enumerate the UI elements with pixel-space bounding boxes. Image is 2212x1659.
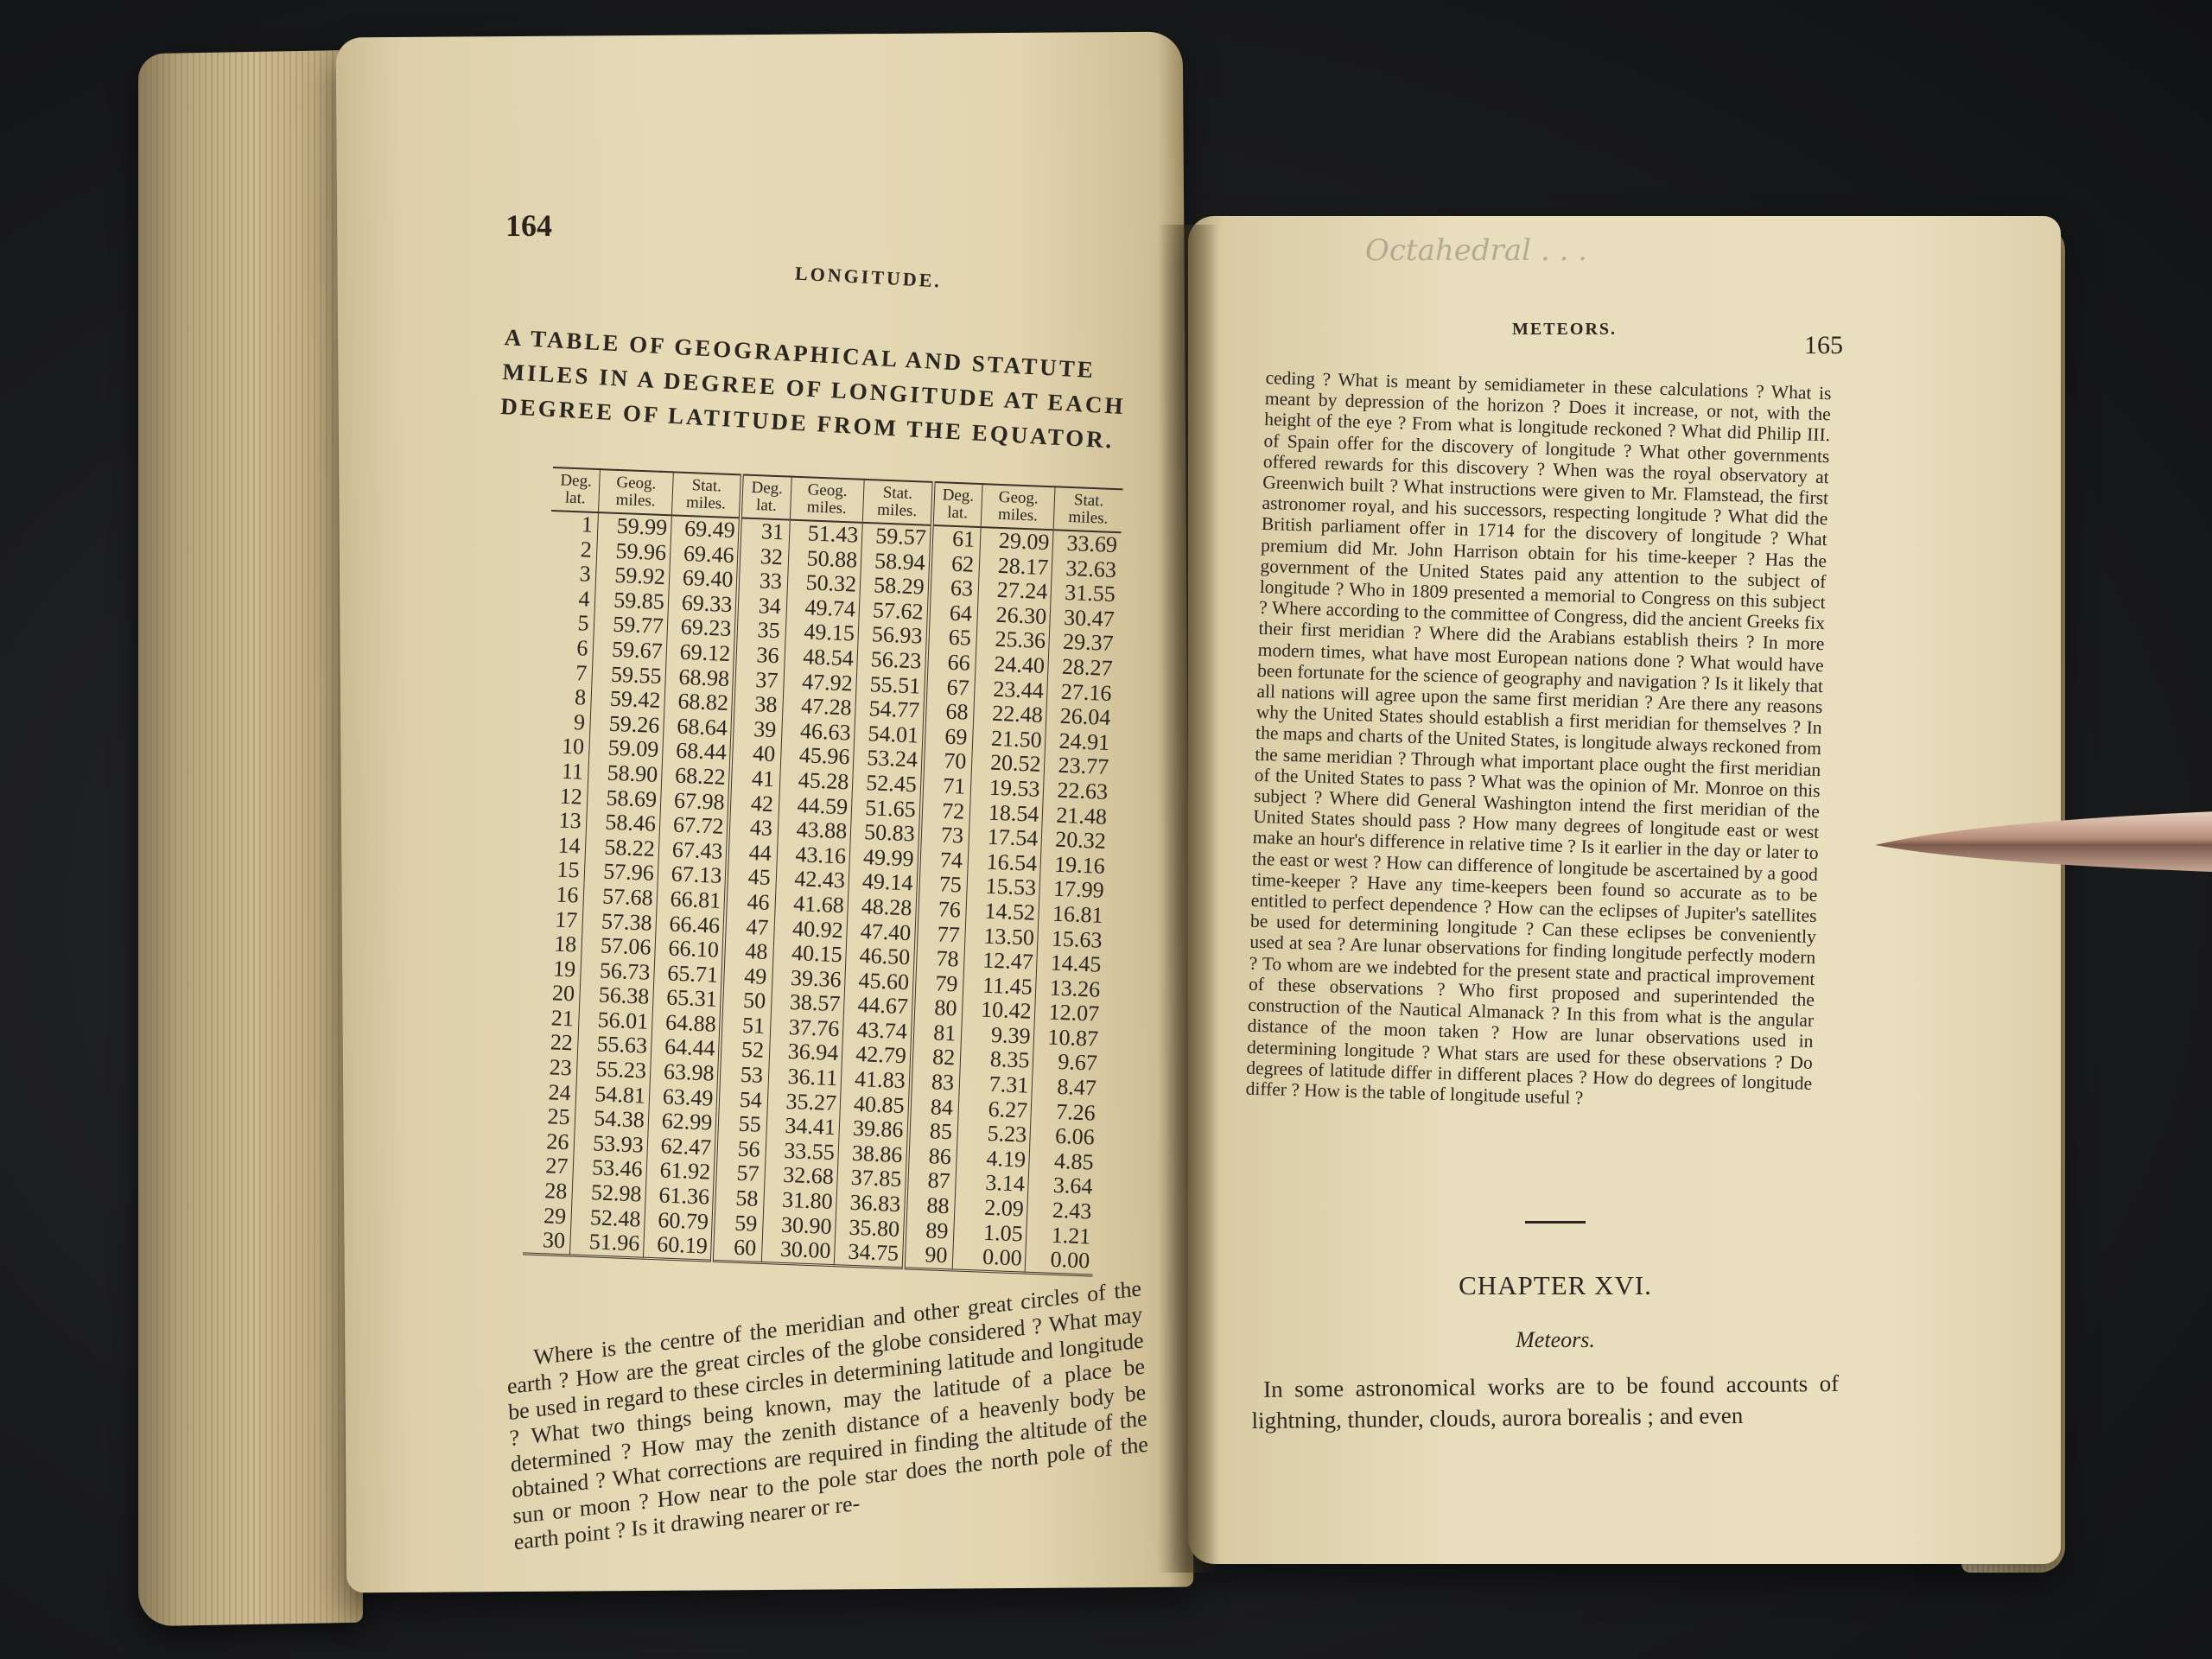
table-cell: 42.43 bbox=[776, 867, 849, 894]
table-cell: 16 bbox=[536, 882, 584, 909]
table-cell: 86 bbox=[907, 1143, 957, 1170]
table-cell: 13 bbox=[539, 808, 588, 835]
table-cell: 69.46 bbox=[670, 541, 740, 569]
table-cell: 4.19 bbox=[957, 1145, 1030, 1173]
table-cell: 5.23 bbox=[957, 1121, 1031, 1148]
table-cell: 34.41 bbox=[766, 1113, 840, 1141]
table-cell: 72 bbox=[920, 798, 970, 824]
table-cell: 27.16 bbox=[1060, 678, 1112, 706]
table-cell: 58.90 bbox=[588, 760, 662, 788]
table-cell: 82 bbox=[911, 1045, 961, 1071]
table-cell: 28.17 bbox=[979, 553, 1052, 581]
right-page-number: 165 bbox=[1804, 331, 1843, 359]
table-cell: 54.77 bbox=[855, 696, 925, 724]
table-cell: 29.37 bbox=[1062, 629, 1115, 657]
table-cell: 57 bbox=[715, 1160, 766, 1187]
table-cell: 61 bbox=[931, 525, 981, 553]
table-cell: 30.90 bbox=[762, 1212, 836, 1240]
table-cell: 8.47 bbox=[1056, 1073, 1097, 1101]
table-cell: 37.76 bbox=[770, 1014, 843, 1042]
table-cell: 62 bbox=[930, 550, 980, 577]
table-cell: 48.54 bbox=[784, 644, 857, 671]
table-cell: 6 bbox=[545, 635, 594, 662]
left-page-number: 164 bbox=[505, 208, 552, 243]
table-cell: 4.85 bbox=[1053, 1147, 1095, 1175]
table-cell: 19.53 bbox=[970, 775, 1044, 803]
table-cell: 1.21 bbox=[1051, 1222, 1091, 1249]
table-cell: 62.99 bbox=[648, 1109, 718, 1136]
table-cell: 71 bbox=[921, 773, 971, 800]
table-cell: 43 bbox=[728, 815, 779, 842]
table-cell: 49.15 bbox=[785, 620, 859, 647]
table-cell: 53.24 bbox=[853, 746, 923, 773]
table-cell: 55.51 bbox=[856, 671, 926, 699]
table-cell: 35 bbox=[736, 618, 786, 645]
table-cell: 74 bbox=[918, 847, 969, 874]
table-cell: 20.52 bbox=[971, 750, 1045, 778]
table-cell: 29 bbox=[524, 1203, 572, 1230]
right-running-head: METEORS. bbox=[1512, 320, 1618, 339]
table-cell: 10.87 bbox=[1047, 1024, 1099, 1052]
table-cell: 73 bbox=[919, 823, 969, 849]
table-cell: 15 bbox=[537, 857, 586, 884]
table-cell: 68.64 bbox=[663, 714, 733, 741]
table-cell: 66.46 bbox=[655, 911, 725, 938]
table-cell: 33.69 bbox=[1065, 530, 1118, 558]
table-cell: 28 bbox=[524, 1178, 573, 1205]
table-cell: 58.29 bbox=[860, 573, 930, 601]
table-cell: 17.54 bbox=[969, 824, 1042, 852]
table-cell: 32 bbox=[739, 543, 789, 570]
table-cell: 1 bbox=[550, 511, 599, 538]
table-cell: 22 bbox=[531, 1030, 579, 1057]
table-cell: 2 bbox=[550, 537, 598, 563]
table-cell: 50.83 bbox=[850, 820, 920, 848]
right-page-questions: ceding ? What is meant by semidiameter in these calculations ? What is meant by depression of the horizon ? Does it increase, or not, with the height of the eye ? From what is longitude reckoned ? What did Philip III. of Spain offer for the discovery of longitude ? What other governments offered rewards for this discovery ? When was the royal observatory at Greenwich built ? What instructions were given to Mr. Flamstead, the first astronomer royal, and his successors, respecting longitude ? What did the British parliament offer in 1714 for the discovery of longitude ? What premium did Mr. John Harrison obtain for his time-keeper ? Has the government of the United States paid any attention to the subject of longitude ? Who in 1809 presented a memorial to Congress on this subject ? Where according to the committee of Congress, did the ancient Greeks fix their first meridian ? Where did the Arabians establish theirs ? In more modern times, what have most European nations done ? What would have been fortunate for the science of geography and navigation ? Is it likely that all nations will agree upon the same first meridian ? Are there any reasons why the United States should establish a first meridian for themselves ? In the maps and charts of the United States, is longitude always reckoned from the same meridian ? Through what important place ought the first meridian of the United States to pass ? What was the opinion of Mr. Monroe on this subject ? Where did General Washington intend the first meridian of the United States should pass ? How many degrees of longitude east or west make an hour's difference in relative time ? Is it earlier in the day or later to the east or west ? How can difference of longitude be ascertained by a good time-keeper ? Have any time-keepers been found so accurate as to be entitled to perfect dependence ? How can the eclipses of Jupiter's satellites be used for determining longitude ? Can these eclipses be conveniently used at sea ? Are lunar observations for finding longitude perfectly modern ? To whom are we indebted for the present state and practical improvement of these observations ? Who first proposed and superintended the construction of the Nautical Almanack ? In this from what is the angular distance of the moon taken ? How are lunar observations used in determining longitude ? What stars are used for these observations ? Do degrees of latitude differ in different places ? How do degrees of longitude differ ? How is the table of longitude useful ? bbox=[1245, 367, 1832, 1109]
table-cell: 20.32 bbox=[1054, 826, 1107, 854]
table-cell: 22.48 bbox=[973, 701, 1046, 728]
table-cell: 33.55 bbox=[766, 1138, 839, 1166]
table-cell: 59.55 bbox=[592, 662, 665, 690]
table-cell: 35.27 bbox=[767, 1089, 841, 1116]
table-cell: 50.32 bbox=[787, 570, 861, 598]
table-cell: 1.05 bbox=[953, 1219, 1027, 1247]
table-cell: 63.49 bbox=[649, 1084, 719, 1111]
table-cell: 56.73 bbox=[581, 957, 654, 985]
page-pointer bbox=[1875, 804, 2212, 881]
table-cell: 47.92 bbox=[783, 669, 856, 696]
table-cell: 33 bbox=[738, 569, 788, 595]
table-cell: 3.14 bbox=[956, 1170, 1029, 1198]
table-cell: 21.50 bbox=[972, 726, 1046, 753]
table-cell: 67 bbox=[925, 674, 976, 701]
table-cell: 0.00 bbox=[952, 1244, 1026, 1273]
table-cell: 12.47 bbox=[963, 948, 1037, 976]
page-edges-left bbox=[138, 50, 363, 1627]
table-cell: 19 bbox=[533, 956, 582, 982]
left-running-head: LONGITUDE. bbox=[794, 262, 943, 292]
table-cell: 57.68 bbox=[583, 884, 657, 912]
table-cell: 14.52 bbox=[966, 899, 1039, 926]
table-cell: 45 bbox=[727, 864, 777, 891]
table-cell: 41.83 bbox=[841, 1066, 911, 1094]
table-cell: 68 bbox=[925, 699, 975, 726]
table-cell: 27 bbox=[525, 1154, 574, 1180]
table-cell: 3 bbox=[549, 561, 597, 588]
table-cell: 22.63 bbox=[1057, 777, 1109, 804]
table-cell: 24.91 bbox=[1058, 728, 1110, 755]
table-cell: 20 bbox=[532, 981, 581, 1007]
table-cell: 30 bbox=[523, 1228, 571, 1255]
table-cell: 42.79 bbox=[842, 1042, 912, 1070]
table-cell: 79 bbox=[913, 970, 963, 997]
table-cell: 58.69 bbox=[588, 785, 661, 812]
table-cell: 49.14 bbox=[849, 869, 918, 897]
table-cell: 45.96 bbox=[780, 743, 854, 771]
table-cell: 90 bbox=[903, 1242, 953, 1269]
table-cell: 23.44 bbox=[975, 676, 1048, 703]
table-cell: 21 bbox=[531, 1005, 580, 1032]
table-cell: 56 bbox=[716, 1136, 766, 1163]
table-cell: 26.30 bbox=[977, 602, 1051, 630]
table-cell: 46.63 bbox=[781, 718, 855, 746]
table-cell: 66 bbox=[926, 650, 976, 677]
table-cell: 51.96 bbox=[570, 1230, 644, 1258]
table-cell: 59.92 bbox=[596, 563, 670, 590]
table-cell: 61.92 bbox=[646, 1158, 716, 1185]
table-cell: 15.63 bbox=[1051, 925, 1103, 953]
table-cell: 16.54 bbox=[968, 849, 1041, 877]
table-cell: 56.23 bbox=[857, 647, 927, 675]
book-gutter bbox=[1158, 225, 1218, 1573]
table-header-cell: Geog. miles. bbox=[981, 484, 1055, 530]
table-cell: 59.26 bbox=[590, 711, 664, 739]
table-cell: 67.43 bbox=[658, 837, 728, 865]
table-cell: 63.98 bbox=[650, 1059, 720, 1087]
table-cell: 25 bbox=[528, 1104, 576, 1131]
table-heading: A TABLE OF GEOGRAPHICAL AND STATUTE MILES IN A DEGREE OF LONGITUDE AT EACH DEGREE OF LATITUDE FROM THE EQUATOR. bbox=[499, 323, 1127, 454]
table-cell: 16.81 bbox=[1052, 900, 1104, 928]
table-cell: 58 bbox=[714, 1185, 764, 1212]
table-cell: 39.36 bbox=[772, 965, 845, 993]
table-cell: 52 bbox=[720, 1037, 770, 1064]
table-cell: 31 bbox=[740, 518, 790, 545]
table-header-cell: Geog. miles. bbox=[599, 469, 673, 515]
table-cell: 67.98 bbox=[660, 788, 730, 816]
table-cell: 36.83 bbox=[836, 1190, 906, 1217]
table-cell: 59.57 bbox=[861, 523, 931, 551]
table-cell: 59.09 bbox=[589, 735, 663, 763]
table-cell: 59.96 bbox=[597, 538, 671, 566]
table-cell: 56.93 bbox=[858, 622, 928, 650]
table-cell: 31.55 bbox=[1064, 580, 1116, 607]
table-cell: 57.96 bbox=[584, 859, 658, 887]
table-cell: 47 bbox=[725, 914, 775, 941]
table-cell: 37 bbox=[734, 667, 784, 694]
table-cell: 40 bbox=[731, 741, 781, 768]
table-cell: 69.12 bbox=[666, 639, 736, 667]
table-cell: 36 bbox=[735, 642, 785, 669]
table-cell: 66.10 bbox=[654, 936, 724, 963]
table-cell: 60.79 bbox=[644, 1207, 714, 1235]
table-cell: 46 bbox=[726, 889, 776, 916]
table-cell: 36.11 bbox=[768, 1064, 842, 1091]
chapter-body-text: In some astronomical works are to be found accounts of lightning, thunder, clouds, aurora borealis ; and even bbox=[1251, 1370, 1840, 1433]
table-cell: 69.23 bbox=[667, 615, 737, 643]
table-cell: 44.59 bbox=[779, 792, 852, 820]
table-cell: 59.85 bbox=[595, 588, 669, 615]
table-cell: 58.22 bbox=[586, 835, 659, 862]
table-cell: 25.36 bbox=[976, 626, 1050, 654]
table-cell: 49 bbox=[722, 963, 772, 990]
table-cell: 11 bbox=[541, 759, 589, 785]
table-cell: 28.27 bbox=[1061, 653, 1114, 681]
table-cell: 39 bbox=[732, 716, 782, 743]
table-cell: 52.98 bbox=[572, 1180, 645, 1208]
table-cell: 38 bbox=[733, 691, 783, 718]
table-cell: 65 bbox=[927, 625, 977, 652]
table-cell: 67.13 bbox=[658, 861, 728, 889]
table-cell: 26.04 bbox=[1059, 702, 1111, 731]
table-cell: 60 bbox=[712, 1235, 762, 1262]
table-cell: 83 bbox=[910, 1069, 960, 1096]
table-cell: 58.94 bbox=[861, 548, 931, 575]
table-header-cell: Deg. lat. bbox=[551, 467, 601, 512]
table-body bbox=[523, 511, 1122, 1275]
table-cell: 35.80 bbox=[835, 1215, 905, 1243]
longitude-table bbox=[523, 467, 1123, 1276]
table-cell: 27.24 bbox=[978, 577, 1052, 605]
table-cell: 32.63 bbox=[1065, 555, 1117, 582]
table-cell: 57.06 bbox=[582, 933, 655, 961]
table-cell: 50 bbox=[721, 988, 772, 1014]
table-cell: 26 bbox=[526, 1128, 575, 1155]
table-cell: 34 bbox=[737, 593, 787, 620]
table-cell: 13.50 bbox=[965, 923, 1039, 950]
table-cell: 80 bbox=[912, 995, 963, 1022]
table-cell: 62.47 bbox=[647, 1134, 717, 1161]
table-cell: 78 bbox=[915, 946, 965, 973]
table-cell: 56.01 bbox=[579, 1007, 652, 1035]
table-cell: 12 bbox=[540, 783, 588, 810]
table-cell: 38.57 bbox=[771, 989, 844, 1017]
table-cell: 64.44 bbox=[651, 1034, 721, 1062]
table-header-cell: Deg. lat. bbox=[741, 474, 791, 519]
table-cell: 48 bbox=[723, 938, 773, 965]
table-cell: 69.40 bbox=[669, 565, 739, 593]
table-cell: 21.48 bbox=[1055, 802, 1108, 830]
table-header-cell: Geog. miles. bbox=[790, 477, 864, 523]
table-cell: 59.67 bbox=[593, 637, 666, 664]
table-cell: 32.68 bbox=[764, 1162, 837, 1190]
table-cell: 87 bbox=[906, 1168, 957, 1195]
table-cell: 59.77 bbox=[594, 612, 667, 639]
table-cell: 81 bbox=[912, 1020, 962, 1046]
table-cell: 70 bbox=[922, 748, 972, 775]
table-cell: 64 bbox=[928, 601, 978, 627]
table-cell: 55.63 bbox=[578, 1032, 652, 1059]
table-cell: 15.53 bbox=[967, 874, 1040, 901]
table-cell: 41.68 bbox=[775, 891, 849, 918]
left-page-questions: Where is the centre of the meridian and other great circles of the earth ? How are the great circles of the globe considered ? What may be used in regard to these circles in determining latitude and longitude ? What two things being known, may the latitude of a place be determined ? How may the zenith distance of a heavenly body be obtained ? What corrections are required in finding the altitude of the sun or moon ? How near to the pole star does the north pole of the earth point ? Is it drawing nearer or re- bbox=[506, 1275, 1149, 1555]
table-cell: 65.71 bbox=[653, 961, 723, 988]
table-cell: 88 bbox=[906, 1192, 956, 1219]
chapter-subtitle: Meteors. bbox=[1516, 1327, 1595, 1352]
table-cell: 64.88 bbox=[652, 1010, 721, 1038]
table-cell: 69.33 bbox=[668, 590, 738, 618]
table-cell: 17.99 bbox=[1052, 875, 1105, 904]
table-cell: 23.77 bbox=[1058, 753, 1109, 780]
table-cell: 68.82 bbox=[664, 689, 734, 716]
table-header-cell: Stat. miles. bbox=[1054, 486, 1123, 532]
table-cell: 14 bbox=[538, 832, 587, 859]
pencil-annotation: Octahedral . . . bbox=[1365, 233, 1587, 268]
table-cell: 52.48 bbox=[571, 1205, 645, 1232]
table-cell: 36.94 bbox=[769, 1039, 842, 1067]
table-cell: 51 bbox=[721, 1013, 771, 1039]
table-cell: 40.15 bbox=[772, 940, 846, 968]
table-cell: 2.43 bbox=[1052, 1197, 1092, 1224]
table-cell: 24 bbox=[529, 1079, 577, 1106]
table-header-cell: Stat. miles. bbox=[862, 480, 933, 525]
table-cell: 7 bbox=[544, 659, 593, 686]
table-cell: 7.31 bbox=[959, 1071, 1033, 1099]
section-rule bbox=[1525, 1221, 1586, 1224]
table-cell: 43.16 bbox=[777, 842, 850, 869]
table-cell: 30.47 bbox=[1063, 604, 1116, 632]
table-cell: 68.98 bbox=[664, 664, 734, 692]
table-cell: 45.60 bbox=[844, 968, 914, 995]
table-cell: 51.43 bbox=[789, 520, 862, 549]
table-cell: 4 bbox=[548, 586, 596, 613]
table-cell: 2.09 bbox=[955, 1195, 1028, 1223]
table-cell: 3.64 bbox=[1052, 1173, 1094, 1200]
table-cell: 66.81 bbox=[657, 887, 727, 914]
chapter-title: CHAPTER XVI. bbox=[1459, 1270, 1652, 1300]
table-cell: 54.38 bbox=[575, 1106, 648, 1134]
table-cell: 54 bbox=[718, 1087, 768, 1114]
table-cell: 54.81 bbox=[576, 1081, 650, 1109]
table-cell: 44.67 bbox=[843, 993, 913, 1020]
table-cell: 37.85 bbox=[837, 1166, 907, 1193]
table-cell: 57.38 bbox=[582, 908, 656, 936]
table-cell: 52.45 bbox=[852, 771, 922, 798]
table-cell: 38.86 bbox=[838, 1141, 908, 1168]
table-cell: 9 bbox=[543, 709, 591, 736]
table-cell: 53 bbox=[719, 1062, 769, 1089]
table-cell: 13.26 bbox=[1049, 975, 1101, 1002]
table-cell: 59.99 bbox=[598, 512, 671, 541]
table-cell: 24.40 bbox=[976, 652, 1049, 679]
table-cell: 65.31 bbox=[652, 985, 722, 1013]
table-cell: 58.46 bbox=[587, 810, 660, 837]
table-cell: 29.09 bbox=[980, 527, 1053, 556]
table-cell: 6.06 bbox=[1054, 1123, 1096, 1150]
table-cell: 8 bbox=[543, 684, 592, 711]
table-cell: 68.44 bbox=[662, 738, 732, 766]
table-cell: 18.54 bbox=[969, 799, 1043, 827]
table-cell: 59.42 bbox=[591, 686, 664, 714]
table-cell: 31.80 bbox=[763, 1187, 836, 1215]
table-cell: 53.46 bbox=[573, 1155, 646, 1183]
table-cell: 47.28 bbox=[782, 694, 855, 721]
table-cell: 84 bbox=[909, 1094, 959, 1121]
table-cell: 55 bbox=[717, 1111, 767, 1138]
table-cell: 63 bbox=[929, 575, 979, 602]
table-cell: 18 bbox=[534, 931, 582, 958]
table-header-cell: Deg. lat. bbox=[931, 482, 982, 527]
table-cell: 39.86 bbox=[839, 1116, 909, 1144]
table-cell: 17 bbox=[535, 906, 583, 933]
table-cell: 51.65 bbox=[851, 795, 921, 823]
table-cell: 47.40 bbox=[847, 918, 917, 946]
table-cell: 0.00 bbox=[1050, 1247, 1090, 1274]
table-cell: 7.26 bbox=[1055, 1098, 1096, 1126]
table-cell: 43.74 bbox=[842, 1017, 912, 1045]
table-cell: 11.45 bbox=[963, 972, 1036, 1000]
table-cell: 12.07 bbox=[1048, 999, 1100, 1027]
table-cell: 68.22 bbox=[661, 763, 731, 791]
table-cell: 49.99 bbox=[849, 844, 919, 872]
table-cell: 6.27 bbox=[958, 1096, 1032, 1123]
table-cell: 14.45 bbox=[1050, 950, 1102, 977]
table-cell: 44 bbox=[728, 840, 778, 867]
table-cell: 23 bbox=[530, 1055, 578, 1082]
table-cell: 19.16 bbox=[1053, 851, 1106, 879]
table-cell: 8.35 bbox=[960, 1046, 1033, 1074]
table-cell: 59 bbox=[713, 1210, 763, 1236]
table-cell: 61.36 bbox=[645, 1183, 715, 1211]
table-cell: 89 bbox=[905, 1217, 955, 1244]
table-cell: 43.88 bbox=[778, 817, 851, 844]
table-cell: 40.92 bbox=[773, 916, 847, 944]
table-cell: 56.38 bbox=[580, 982, 653, 1010]
table-cell: 40.85 bbox=[840, 1091, 910, 1119]
table-cell: 85 bbox=[908, 1119, 958, 1146]
table-cell: 9.39 bbox=[961, 1022, 1034, 1050]
table-cell: 57.62 bbox=[859, 598, 929, 626]
table-cell: 5 bbox=[547, 610, 595, 637]
table-cell: 9.67 bbox=[1057, 1049, 1098, 1077]
table-cell: 10 bbox=[542, 734, 590, 760]
table-cell: 41 bbox=[730, 766, 780, 792]
table-cell: 48.28 bbox=[848, 893, 918, 921]
table-cell: 10.42 bbox=[962, 997, 1035, 1025]
table-cell: 49.74 bbox=[786, 594, 860, 622]
table-cell: 45.28 bbox=[779, 767, 853, 795]
table-cell: 50.88 bbox=[788, 545, 861, 573]
table-cell: 46.50 bbox=[846, 944, 916, 971]
table-cell: 34.75 bbox=[834, 1239, 904, 1268]
table-cell: 54.01 bbox=[854, 721, 924, 748]
table-header-cell: Stat. miles. bbox=[671, 472, 742, 518]
table-cell: 76 bbox=[917, 896, 967, 923]
table-cell: 69.49 bbox=[671, 515, 741, 543]
table-cell: 55.23 bbox=[577, 1057, 651, 1084]
table-cell: 60.19 bbox=[643, 1232, 713, 1261]
table-cell: 69 bbox=[923, 723, 973, 750]
table-cell: 42 bbox=[729, 791, 779, 817]
table-cell: 67.72 bbox=[659, 812, 729, 840]
table-cell: 53.93 bbox=[574, 1130, 647, 1158]
table-cell: 77 bbox=[916, 921, 966, 948]
table-cell: 75 bbox=[918, 872, 968, 899]
table-cell: 30.00 bbox=[761, 1236, 835, 1265]
